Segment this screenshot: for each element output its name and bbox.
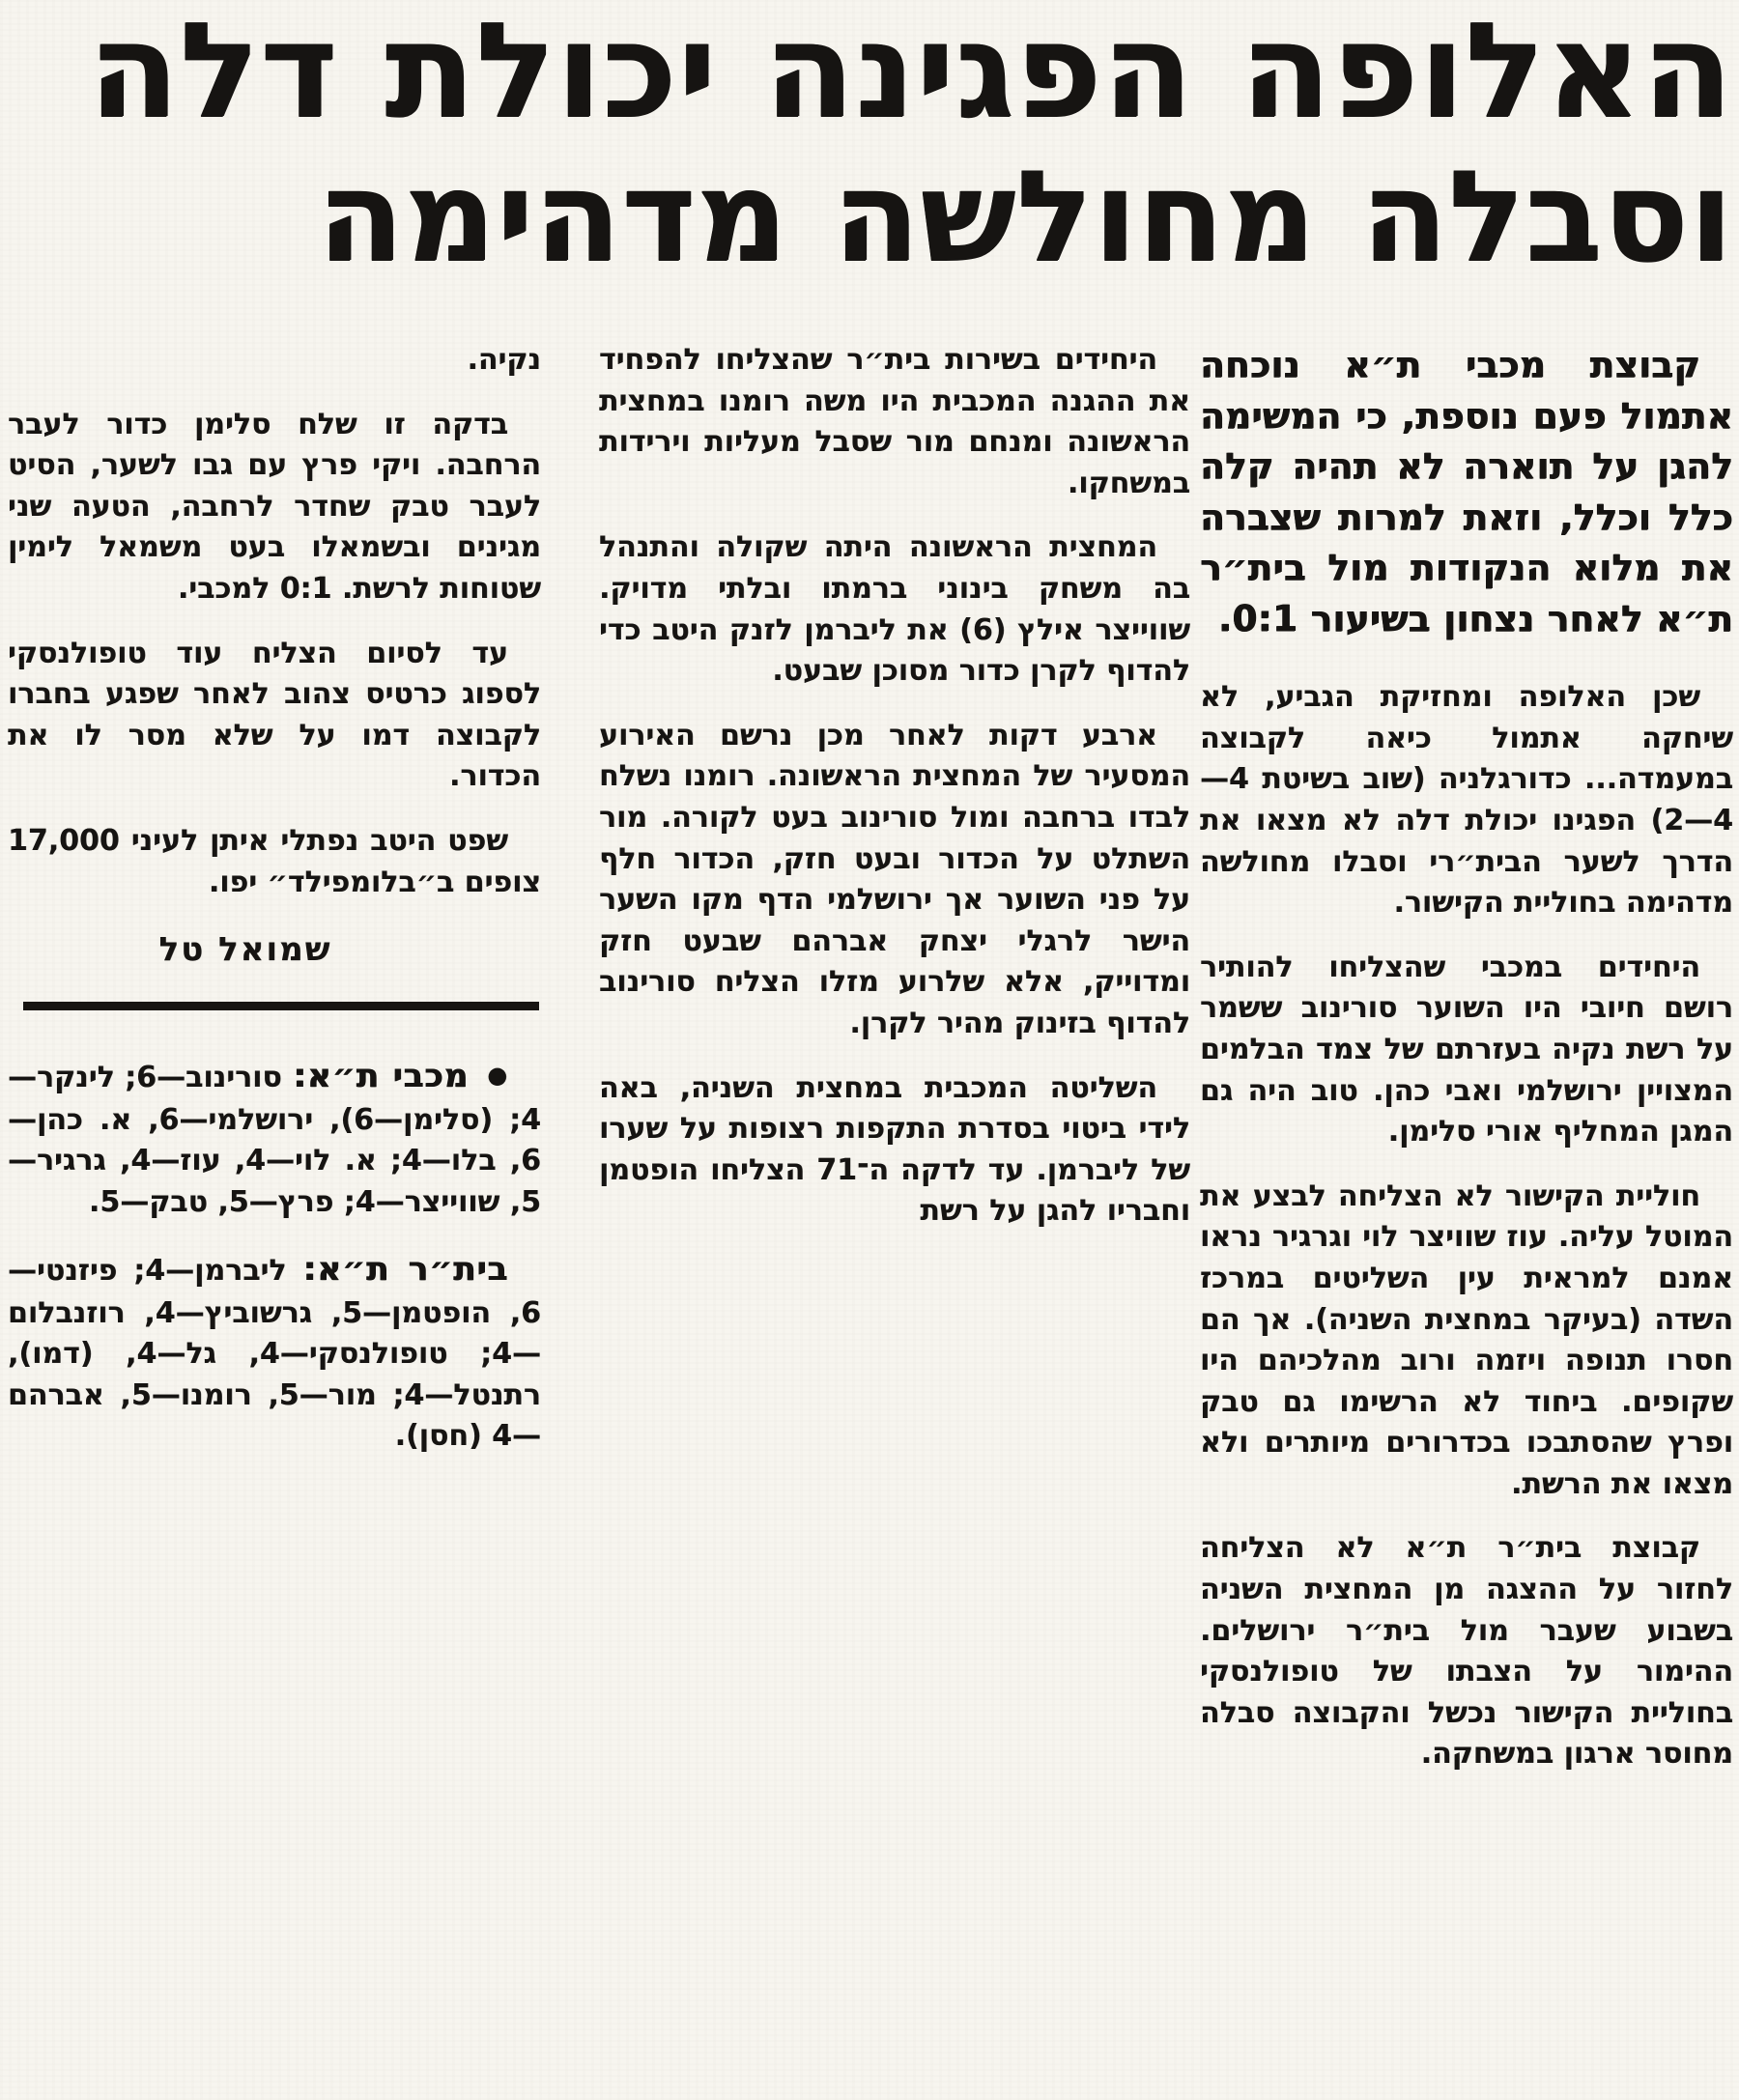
- column-right-lead: [1200, 340, 1733, 1799]
- lineup-team-name: מכבי ת״א:: [293, 1057, 470, 1096]
- paragraph: ארבע דקות לאחר מכן נרשם האירוע המסעיר של המחצית הראשונה. רומנו נשלח לבדו ברחבה ומול סורינוב בעט לקורה. מור השתלט על הכדור ובעט חזק, הכדור חלף על פני השוער אך ירושלמי הדף מקו השער הישר לרגלי יצחק אברהם שבעט חזק ומדוייק, אלא שלרוע מזלו הצליח סורינוב להדוף בזינוק מהיר לקרן.: [599, 718, 1190, 1040]
- lead-paragraph: קבוצת מכבי ת״א נוכחה אתמול פעם נוספת, כי המשימה להגן על תוארה לא תהיה קלה כלל וכלל, וזאת למרות שצברה את מלוא הנקודות מול בית״ר ת״א לאחר נצחון בשיעור 0:1.: [1200, 344, 1733, 639]
- paragraph: שכן האלופה ומחזיקת הגביע, לא שיחקה אתמול כיאה לקבוצה במעמדה... כדורגלניה (שוב בשיטת 4—4—2) הפגינו יכולת דלה לא מצאו את הדרך לשער הבית״רי וסבלו מחולשה מדהימה בחוליית הקישור.: [1200, 680, 1733, 921]
- column-middle: [599, 340, 1190, 1256]
- lineup-team-name: בית״ר ת״א:: [302, 1250, 509, 1290]
- paragraph: המחצית הראשונה היתה שקולה והתנהל בה משחק בינוני ברמתו ובלתי מדויק. שווייצר אילץ (6) את ליברמן לזנק היטב כדי להדוף לקרן כדור מסוכן שבעט.: [599, 530, 1190, 689]
- paragraph: השליטה המכבית במחצית השניה, באה לידי ביטוי בסדרת התקפות רצופות על שערו של ליברמן. עד לדקה ה־71 הצליחו הופטמן וחבריו להגן על רשת: [599, 1070, 1190, 1229]
- headline-line-1: האלופה הפגינה יכולת דלה: [88, 0, 1733, 148]
- article-headline: [6, 0, 1733, 291]
- lineup-beitar: [8, 1246, 541, 1458]
- lineup-players-ratings: סורינוב—6; לינקר—4; (סלימן—6), ירושלמי—6, א. כהן—6, בלו—4; א. לוי—4, עוז—4, גרגיר—5, שווייצר—4; פרץ—5, טבק—5.: [8, 1061, 541, 1219]
- paragraph: בדקה זו שלח סלימן כדור לעבר הרחבה. ויקי פרץ עם גבו לשער, הסיט לעבר טבק שחדר לרחבה, הטעה שני מגינים ובשמאלו בעט משמאל לימין שטוחות לרשת. 0:1 למכבי.: [8, 407, 541, 606]
- section-divider: [23, 1002, 539, 1010]
- bullet-icon: ●: [487, 1062, 508, 1090]
- referee-attendance-note: שפט היטב נפתלי איתן לעיני 17,000 צופים ב״בלומפילד״ יפו.: [8, 823, 541, 899]
- column-left: [8, 340, 541, 1481]
- continuation-word: נקיה.: [467, 343, 541, 377]
- paragraph: חוליית הקישור לא הצליחה לבצע את המוטל עליה. עוז שוויצר לוי וגרגיר נראו אמנם למראית עין השליטים במרכז השדה (בעיקר במחצית השניה). אך הם חסרו תנופה ויזמה ורוב מהלכיהם היו שקופים. ביחוד לא הרשימו גם טבק ופרץ שהסתבכו בכדרורים מיותרים ולא מצאו את הרשת.: [1200, 1178, 1733, 1501]
- lineup-maccabi: [8, 1053, 541, 1223]
- byline-author: שמואל טל: [158, 930, 332, 970]
- paragraph: עד לסיום הצליח עוד טופולנסקי לספוג כרטיס צהוב לאחר שפגע בחברו לקבוצה דמו על שלא מסר לו את הכדור.: [8, 636, 541, 794]
- lineup-players-ratings: ליברמן—4; פיזנטי—6, הופטמן—5, גרשוביץ—4, רוזנבלום—4; טופולנסקי—4, גל—4, (דמו), רתנטל—4; מור—5, רומנו—5, אברהם—4 (חסן).: [8, 1254, 541, 1454]
- headline-line-2: וסבלה מחולשה מדהימה: [317, 143, 1733, 291]
- paragraph: קבוצת בית״ר ת״א לא הצליחה לחזור על ההצגה מן המחצית השניה בשבוע שעבר מול בית״ר ירושלים. ההימור על הצבתו של טופולנסקי בחוליית הקישור נכשל והקבוצה סבלה מחוסר ארגון במשחקה.: [1200, 1531, 1733, 1772]
- paragraph: היחידים בשירות בית״ר שהצליחו להפחיד את ההגנה המכבית היו משה רומנו במחצית הראשונה ומנחם מור שסבל מעליות וירידות במשחקו.: [599, 343, 1190, 500]
- paragraph: היחידים במכבי שהצליחו להותיר רושם חיובי היו השוער סורינוב ששמר על רשת נקיה בעזרתם של צמד הבלמים המצויין ירושלמי ואבי כהן. טוב היה גם המגן המחליף אורי סלימן.: [1200, 950, 1733, 1149]
